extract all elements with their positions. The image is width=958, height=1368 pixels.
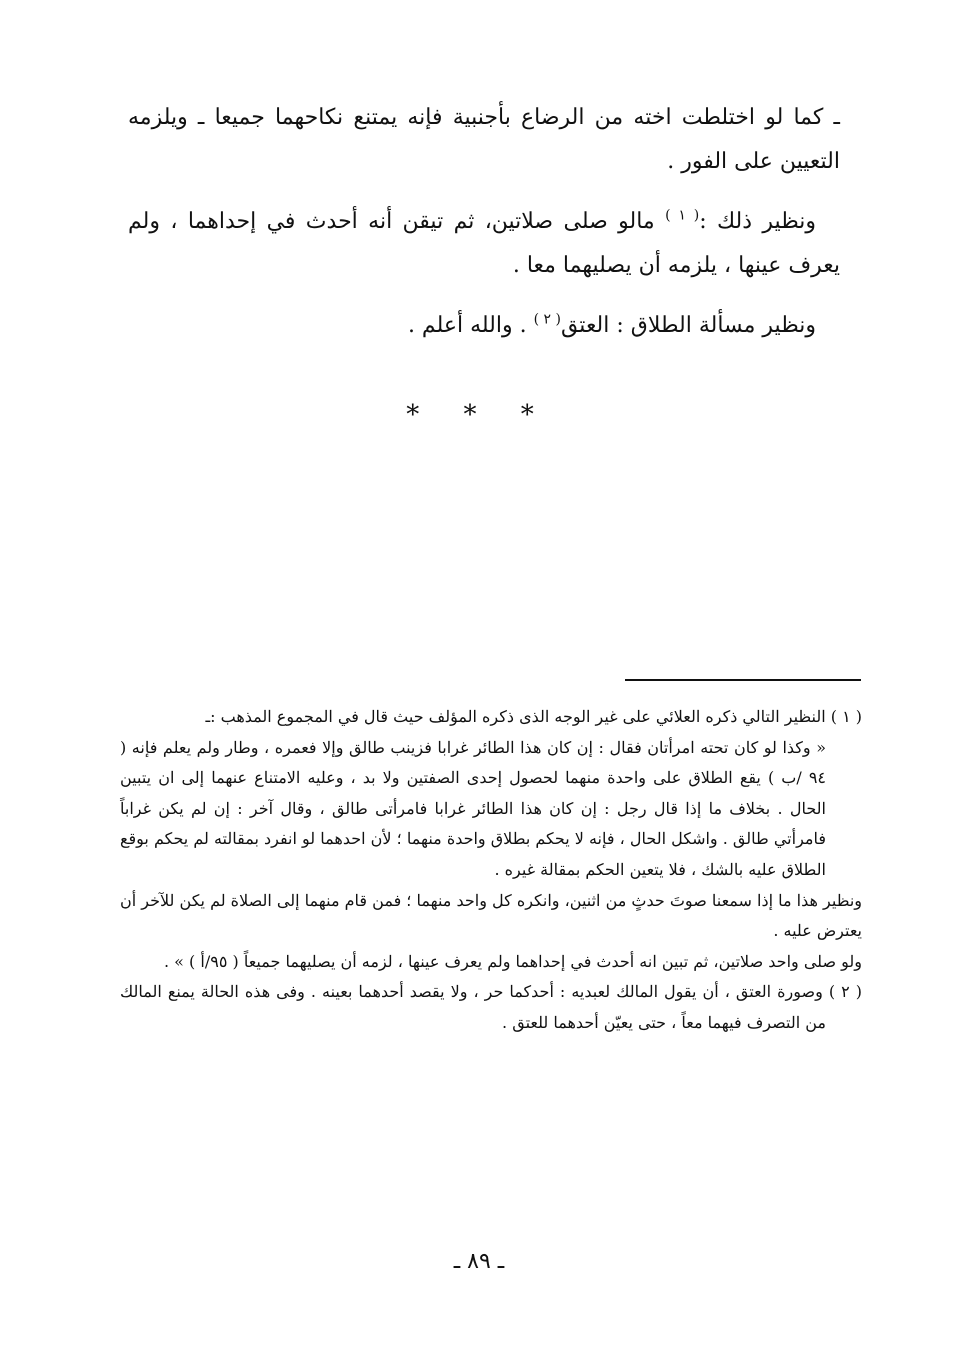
- section-separator: * * *: [406, 400, 552, 430]
- footnote-1-paragraph-2: ونظير هذا ما إذا سمعنا صوتَ حدثٍ من اثنين، وانكره كل واحد منهما ؛ فمن قام منهما إلى الصلاة لم يكن للآخر أن يعترض عليه .: [120, 890, 863, 941]
- main-text: [128, 96, 840, 348]
- paragraph-2-lead: ونظير ذلك :: [699, 209, 816, 234]
- footnote-2: ( ٢ ) وصورة العتق ، أن يقول المالك لعبديه : أحدكما حر ، ولا يقصد أحدهما بعينه . وفى هذه الحالة يمنع المالك من التصرف فيهما معاً ، حتى يعيّن أحدهما للعتق .: [120, 982, 863, 1032]
- page-number: ـ ٨٩ ـ: [453, 1249, 505, 1274]
- footnote-1-quote: « وكذا لو كان تحته امرأتان فقال : إن كان هذا الطائر غرابا فزينب طالق وإلا فعمره ، وطار ولم يعلم فإنه ( ٩٤ /ب ) يقع الطلاق على واحدة منهما لحصول إحدى الصفتين ولا بد ، وعليه الامتناع عنهما إلى ان يتبين الحال . بخلاف ما إذا قال رجل : إن كان هذا الطائر غرابا فامرأتى طالق ، وقال آخر : إن لم يكن غراباً فامرأتي طالق . واشكل الحال ، فإنه لا يحكم بطلاق واحدة منهما ؛ لأن احدهما لو انفرد بمقالته لم يحكم بوقع الطلاق عليه بالشك ، فلا يتعين الحكم بمقالة غيره .: [120, 737, 827, 879]
- footnote-1-intro: ( ١ ) النظير التالي ذكره العلائي على غير الوجه الذى ذكره المؤلف حيث قال في المجموع المذهب :ـ: [205, 707, 862, 726]
- paragraph-3-rest: . والله أعلم .: [407, 313, 534, 338]
- paragraph-2: [128, 200, 840, 288]
- paragraph-1: ـ كما لو اختلطت اخته من الرضاع بأجنبية فإنه يمتنع نكاحهما جميعا ـ ويلزمه التعيين على الفور .: [128, 105, 840, 174]
- paragraph-2-rest: مالو صلى صلاتين، ثم تيقن أنه أحدث في إحداهما ، ولم يعرف عينها ، يلزمه أن يصليهما معا .: [128, 209, 840, 278]
- paragraph-3: [128, 304, 840, 348]
- footnote-1-paragraph-3: ولو صلى واحد صلاتين، ثم تبين انه أحدث في إحداهما ولم يعرف عينها ، لزمه أن يصليهما جميعاً ( ٩٥/أ ) » .: [164, 951, 862, 971]
- footnotes: [120, 702, 862, 1039]
- paragraph-3-lead: ونظير مسألة الطلاق : العتق: [560, 313, 816, 338]
- footnote-ref-1[interactable]: ( ١ ): [665, 207, 700, 224]
- footnote-divider: [625, 679, 861, 681]
- footnote-ref-2[interactable]: ( ٢ ): [533, 311, 561, 328]
